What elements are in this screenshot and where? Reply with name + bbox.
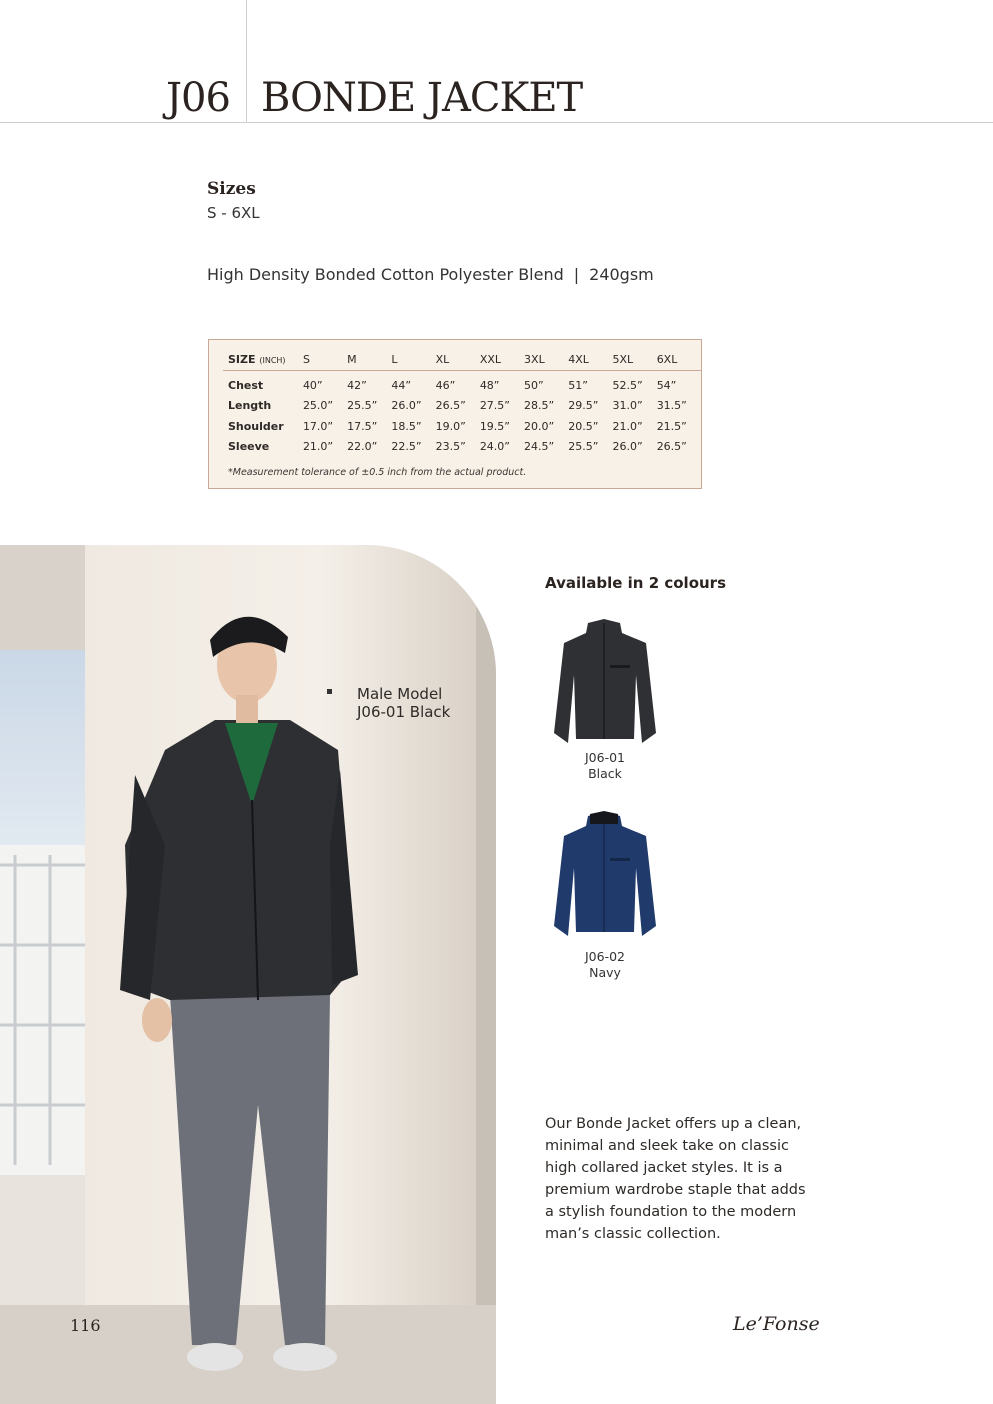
- table-cell: 42”: [347, 378, 367, 392]
- table-row: [223, 437, 701, 458]
- jacket-image-black: [554, 619, 656, 743]
- table-cell: 44”: [391, 378, 412, 392]
- table-row: [223, 396, 701, 417]
- table-cell: 24.0”: [479, 440, 511, 454]
- table-cell: 26.5”: [656, 440, 687, 454]
- fabric-weight: 240gsm: [589, 265, 654, 284]
- table-cell: 24.5”: [524, 440, 555, 454]
- table-cell: 17.0”: [302, 419, 334, 433]
- table-cell: 46”: [435, 378, 456, 392]
- size-col-header: M: [347, 352, 357, 366]
- page-number: 116: [70, 1316, 101, 1335]
- table-cell: 40”: [302, 378, 323, 392]
- model-photo: [0, 545, 496, 1404]
- size-col-header: S: [302, 352, 310, 366]
- table-cell: 21.0”: [612, 419, 643, 433]
- colour-caption-black: [546, 750, 664, 782]
- model-illustration: [0, 545, 496, 1404]
- product-description: Our Bonde Jacket offers up a clean, minimal and sleek take on classic high collared jacket styles. It is a premium wardrobe staple that adds a stylish foundation to the modern man’s classic collection.: [545, 1116, 806, 1242]
- table-cell: 48”: [479, 378, 500, 392]
- header-divider-horizontal: [0, 122, 993, 123]
- table-cell: 19.5”: [479, 419, 511, 433]
- fabric-material: High Density Bonded Cotton Polyester Blend: [207, 265, 564, 284]
- size-col-header: XL: [435, 352, 450, 366]
- product-title: BONDE JACKET: [261, 75, 583, 121]
- size-chart-header-row: [223, 348, 701, 371]
- table-cell: 25.5”: [568, 440, 599, 454]
- table-cell: 21.0”: [302, 440, 334, 454]
- table-cell: 28.5”: [524, 399, 555, 413]
- table-cell: 19.0”: [435, 419, 466, 433]
- navy-jacket-swatch: [546, 808, 664, 938]
- table-cell: 25.0”: [302, 399, 334, 413]
- black-jacket-swatch: [546, 615, 664, 745]
- table-cell: 31.5”: [656, 399, 687, 413]
- table-cell: 22.0”: [347, 440, 378, 454]
- jacket-image-navy: [554, 811, 656, 936]
- size-col-header: 4XL: [568, 352, 589, 366]
- table-cell: 26.0”: [612, 440, 643, 454]
- colour-caption-navy: [546, 949, 664, 981]
- size-chart-table: [223, 348, 701, 457]
- table-cell: 21.5”: [656, 419, 687, 433]
- sizes-label: Sizes: [207, 179, 256, 199]
- table-cell: 23.5”: [435, 440, 466, 454]
- row-label: Sleeve: [228, 440, 270, 454]
- fabric-separator: |: [573, 265, 580, 284]
- header-divider-vertical: [246, 0, 247, 122]
- colour-code: J06-02: [584, 949, 625, 964]
- table-cell: 50”: [524, 378, 544, 392]
- size-chart: [208, 339, 702, 489]
- table-row: [223, 416, 701, 437]
- table-cell: 17.5”: [347, 419, 378, 433]
- product-code: J06: [166, 75, 230, 121]
- size-col-header: L: [391, 352, 398, 366]
- colour-name: Navy: [589, 965, 621, 980]
- sizes-range: S - 6XL: [207, 204, 260, 222]
- model-caption: [357, 685, 450, 721]
- model-caption-line2: J06-01 Black: [357, 703, 451, 721]
- table-cell: 20.0”: [524, 419, 555, 433]
- model-bullet: [327, 689, 332, 694]
- table-cell: 52.5”: [612, 378, 643, 392]
- table-cell: 51”: [568, 378, 588, 392]
- row-label: Length: [228, 399, 272, 413]
- table-cell: 26.0”: [391, 399, 422, 413]
- size-col-header: XXL: [479, 352, 502, 366]
- size-col-header: 3XL: [524, 352, 545, 366]
- measurement-note: *Measurement tolerance of ±0.5 inch from the actual product.: [228, 467, 527, 478]
- table-cell: 18.5”: [391, 419, 422, 433]
- size-col-header: 5XL: [612, 352, 634, 366]
- row-label: Chest: [228, 378, 264, 392]
- row-label: Shoulder: [228, 419, 284, 433]
- table-cell: 20.5”: [568, 419, 599, 433]
- table-cell: 25.5”: [347, 399, 378, 413]
- colour-name: Black: [588, 766, 622, 781]
- size-col-header: 6XL: [656, 352, 678, 366]
- fabric-spec: [207, 265, 654, 284]
- table-cell: 29.5”: [568, 399, 599, 413]
- table-cell: 22.5”: [391, 440, 422, 454]
- colour-code: J06-01: [584, 750, 625, 765]
- size-chart-header-label: SIZE (INCH): [228, 352, 286, 366]
- table-cell: 27.5”: [479, 399, 511, 413]
- model-caption-line1: Male Model: [357, 685, 443, 703]
- colours-heading: Available in 2 colours: [545, 574, 727, 592]
- table-cell: 26.5”: [435, 399, 466, 413]
- brand-logo: Le’Fonse: [733, 1313, 820, 1335]
- table-cell: 54”: [656, 378, 677, 392]
- table-cell: 31.0”: [612, 399, 643, 413]
- table-row: [223, 371, 701, 396]
